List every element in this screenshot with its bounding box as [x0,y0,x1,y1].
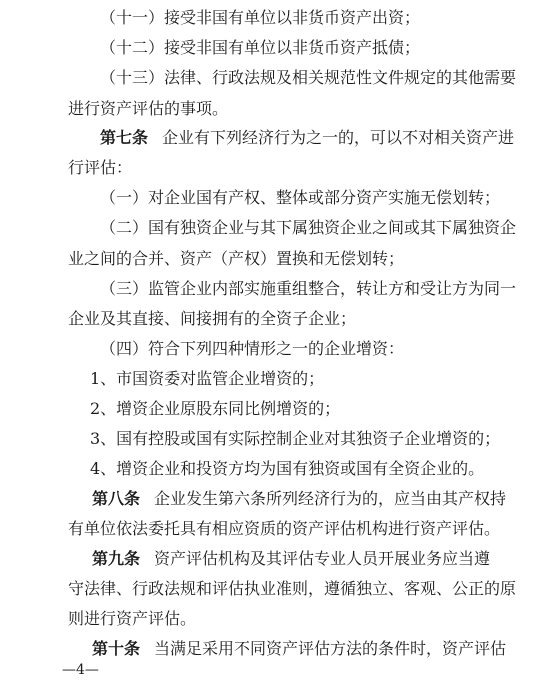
article-7-line-2: 行评估： [68,158,133,177]
article-7-heading: 第七条 [100,128,149,147]
article-8-text: 企业发生第六条所列经济行为的，应当由其产权持 [154,489,507,508]
article-9-heading: 第九条 [92,549,141,568]
article-10-text: 当满足采用不同资产评估方法的条件时，资产评估 [154,639,507,658]
item-3-line-2: 企业及其直接、间接拥有的全资子企业； [68,309,357,328]
article-9-text: 资产评估机构及其评估专业人员开展业务应当遵 [154,549,491,568]
item-4-line-1: （四）符合下列四种情形之一的企业增资： [100,339,405,358]
article-7-text: 企业有下列经济行为之一的，可以不对相关资产进 [162,128,515,147]
article-7-line-1 [100,128,514,148]
clause-12-line-1: （十二）接受非国有单位以非货币资产抵债； [100,38,421,57]
page-number: —4— [62,662,99,678]
article-8-heading: 第八条 [92,489,141,508]
article-10-heading: 第十条 [92,639,141,658]
article-9-line-3: 则进行资产评估。 [68,609,197,628]
article-9-line-1 [92,549,490,569]
article-8-line-2: 有单位依法委托具有相应资质的资产评估机构进行资产评估。 [68,519,501,538]
item-1-line-1: （一）对企业国有产权、整体或部分资产实施无偿划转； [100,188,501,207]
subitem-1: 1、市国资委对监管企业增资的； [90,369,325,388]
article-8-line-1 [92,489,506,509]
item-2-line-2: 业之间的合并、资产（产权）置换和无偿划转； [68,249,405,268]
article-9-line-2: 守法律、行政法规和评估执业准则，遵循独立、客观、公正的原 [68,579,517,598]
subitem-4: 4、增资企业和投资方均为国有独资或国有全资企业的。 [90,459,485,478]
subitem-3: 3、国有控股或国有实际控制企业对其独资子企业增资的； [90,429,501,448]
item-3-line-1: （三）监管企业内部实施重组整合，转让方和受让方为同一 [100,279,517,298]
clause-13-line-2: 进行资产评估的事项。 [68,99,229,118]
clause-13-line-1: （十三）法律、行政法规及相关规范性文件规定的其他需要 [100,68,517,87]
article-10-line-1 [92,639,506,659]
clause-11-line-1: （十一）接受非国有单位以非货币资产出资； [100,8,421,27]
item-2-line-1: （二）国有独资企业与其下属独资企业之间或其下属独资企 [100,218,517,237]
subitem-2: 2、增资企业原股东同比例增资的； [90,399,341,418]
